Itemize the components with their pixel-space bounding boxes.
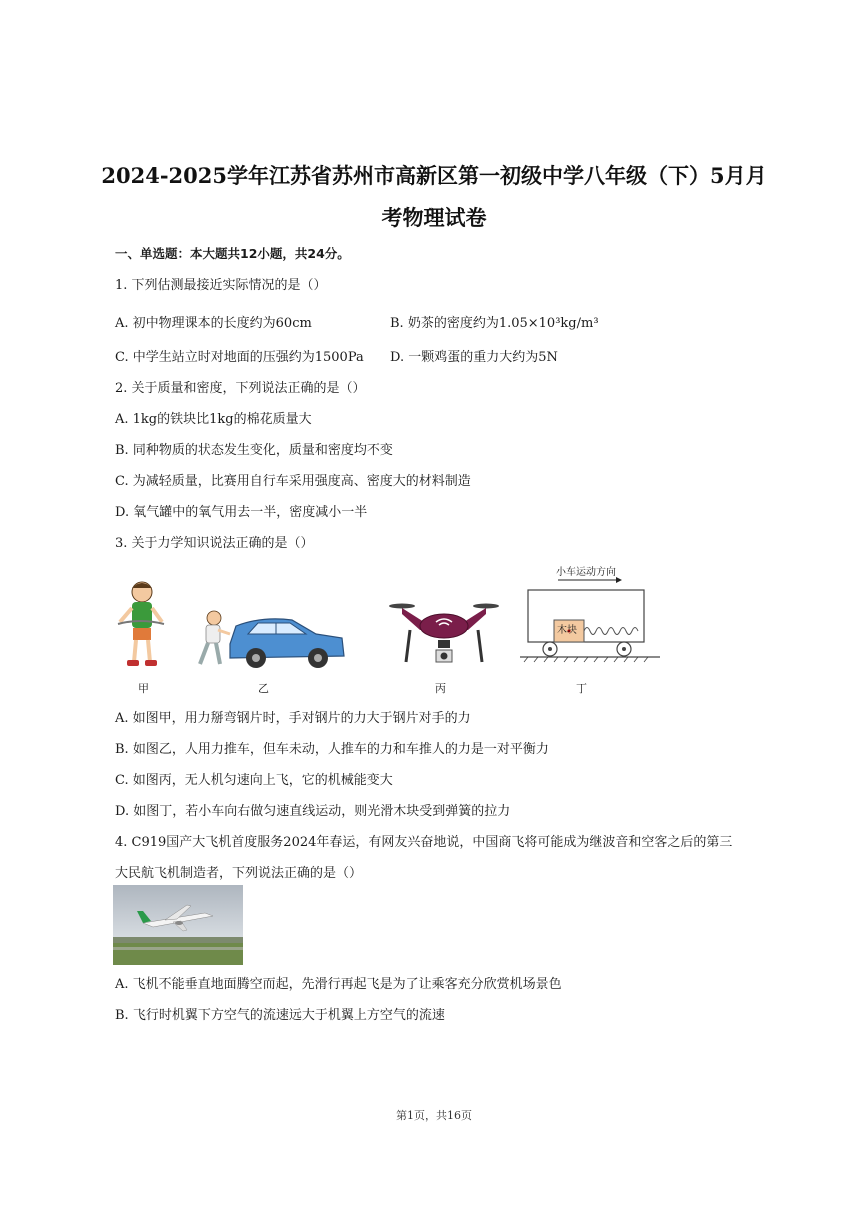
cart-box	[528, 590, 644, 642]
q3-stem: 3. 关于力学知识说法正确的是（）	[115, 536, 314, 551]
q2-option-a: A. 1kg的铁块比1kg的棉花质量大	[115, 412, 312, 427]
figure-label-bing: 丙	[435, 682, 446, 695]
figure-yi-push-car	[192, 608, 347, 672]
q2-option-b: B. 同种物质的状态发生变化，质量和密度均不变	[115, 443, 393, 458]
q4-option-a: A. 飞机不能垂直地面腾空而起，先滑行再起飞是为了让乘客充分欣赏机场景色	[115, 977, 562, 992]
figure-bing-drone	[388, 600, 500, 670]
airplane-photo	[113, 885, 243, 965]
shirt	[132, 602, 152, 628]
q1-option-d: D. 一颗鸡蛋的重力大约为5N	[390, 350, 558, 365]
figure-jia-child	[112, 578, 172, 673]
q4-stem-line2: 大民航飞机制造者，下列说法正确的是（）	[115, 866, 363, 881]
q2-stem: 2. 关于质量和密度，下列说法正确的是（）	[115, 381, 366, 396]
q2-option-d: D. 氧气罐中的氧气用去一半，密度减小一半	[115, 505, 368, 520]
q4-stem-line1: 4. C919国产大飞机首度服务2024年春运，有网友兴奋地说，中国商飞将可能成为继波音和空客之后的第三	[115, 835, 733, 850]
page-footer: 第1页，共16页	[396, 1109, 472, 1122]
q1-option-a: A. 初中物理课本的长度约为60cm	[115, 316, 312, 331]
exam-title-line1: 2024-2025学年江苏省苏州市高新区第一初级中学八年级（下）5月月	[101, 163, 767, 188]
q2-option-c: C. 为减轻质量，比赛用自行车采用强度高、密度大的材料制造	[115, 474, 471, 489]
figure-label-jia: 甲	[138, 682, 149, 695]
section-heading: 一、单选题：本大题共12小题，共24分。	[115, 246, 350, 261]
q1-option-c: C. 中学生站立时对地面的压强约为1500Pa	[115, 350, 364, 365]
cart-direction-label: 小车运动方向	[556, 567, 616, 578]
figure-ding-cart	[520, 576, 660, 664]
q4-option-b: B. 飞行时机翼下方空气的流速远大于机翼上方空气的流速	[115, 1008, 445, 1023]
exam-title-line2: 考物理试卷	[381, 205, 487, 230]
figure-label-ding: 丁	[576, 682, 587, 695]
wood-block-label: 木块	[557, 625, 577, 636]
q1-stem: 1. 下列估测最接近实际情况的是（）	[115, 278, 327, 293]
q1-option-b: B. 奶茶的密度约为1.05×10³kg/m³	[390, 316, 599, 331]
q3-option-c: C. 如图丙，无人机匀速向上飞，它的机械能变大	[115, 773, 393, 788]
figure-label-yi: 乙	[258, 682, 269, 695]
q3-option-d: D. 如图丁，若小车向右做匀速直线运动，则光滑木块受到弹簧的拉力	[115, 804, 511, 819]
q3-option-a: A. 如图甲，用力掰弯钢片时，手对钢片的力大于钢片对手的力	[115, 711, 471, 726]
q3-option-b: B. 如图乙，人用力推车，但车未动，人推车的力和车推人的力是一对平衡力	[115, 742, 549, 757]
arrow-right-icon	[616, 577, 622, 583]
